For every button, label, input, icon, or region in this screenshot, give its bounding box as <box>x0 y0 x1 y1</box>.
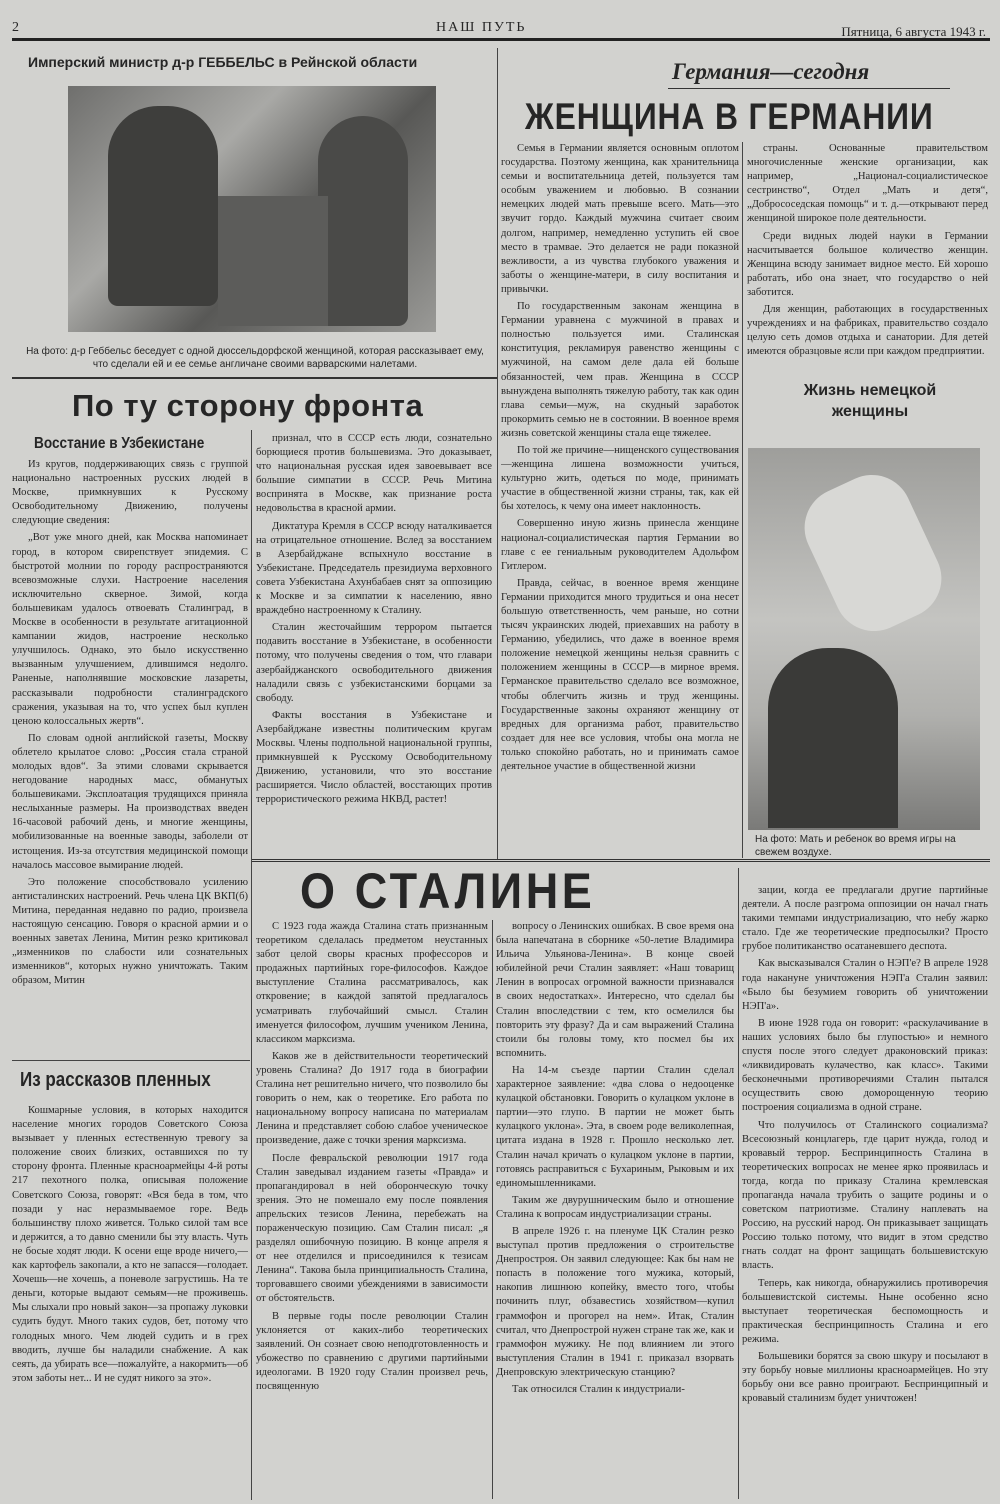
article-paragraph: Сталин жесточайшим террором пытается подавить восстание в Узбекистане, в особенности потому, что получены сведения о том, что главари азербайджанского освободительного движения наладили связь с узбекистанскими борцами за свободу. <box>256 622 492 704</box>
prisoners-headline: Из рассказов пленных <box>20 1069 211 1091</box>
article-paragraph: Так относился Сталин к индустриали- <box>512 1384 685 1395</box>
article-paragraph: Из кругов, поддерживающих связь с группой национально настроенных русских людей в Москве, примкнувших к Русскому Освободительному Движению, получены следующие сведения: <box>12 459 248 527</box>
article-paragraph: Это положение способствовало усилению антисталинских настроений. Речь члена ЦК ВКП(б) Митина, переданная недавно по радио, произвела настоящую сенсацию. Говоря о красной армии и о военных заветах Ленина, Митин резко критиковал „изменников по слабости или сознательных изменников“, которых нужно уничтожать. Таким образом, Митин <box>12 876 248 987</box>
prisoners-column <box>12 1104 248 1499</box>
prisoners-rule <box>12 1060 250 1061</box>
section-title: По ту сторону фронта <box>72 388 424 423</box>
article-paragraph: Что получилось от Сталинского социализма? Всесоюзный концлагерь, где царит нужда, голод и кровавый террор. Беспринципность Сталина в теоретических вопросах не менее ярко проявилась и тогда, когда по приказу Сталина кремлевская пропаганда начала трубить о защите родины и о советском патриотизме. Сталину наплевать на Россию, на русский народ. Он приказывает защищать Россию только потому, что видит в этом средство гнать солдат на фронт защищать большевистскую власть. <box>742 1119 988 1272</box>
women-column-1 <box>501 142 739 858</box>
column-divider <box>497 48 498 860</box>
column-divider <box>251 430 252 1500</box>
article-paragraph: Среди видных людей науки в Германии насчитывается большое количество женщин. Женщина всюду занимает видное место. Ей хорошо работать, ибо она знает, что государство о ней заботится. <box>747 230 988 298</box>
article-paragraph: На 14-м съезде партии Сталин сделал характерное заявление: «два слова о недооценке кулацкой обстановки. Говорить о кулацком уклоне в партии—это глупо. В партии не может быть кулацкого уклона». Эта, в своем роде великолепная, цитата издана в 1928 г. Прошло несколько лет. Сталин начал кричать о кулацком уклоне в партии, готовясь расправиться с Бухариным, Рыковым и их единомышленниками. <box>496 1064 734 1189</box>
article-paragraph: Совершенно иную жизнь принесла женщине национал-социалистическая партия Германии во главе с ее гениальным руководителем Адольфом Гитлером. <box>501 518 739 572</box>
goebbels-caption: На фото: д-р Геббельс беседует с одной дюссельдорфской женщиной, которая рассказывает ему, что сделали ей и ее семье англичане своими варварскими налетами. <box>26 346 484 370</box>
article-paragraph: Правда, сейчас, в военное время женщине Германии приходится много трудиться и она несет большую ответственность, чем раньше, но сотни тысяч украинских людей, приехавших на работу в Германию, убедились, что даже в военное время положение немецкой женщины нельзя сравнить с положением женщины в СССР—в мирное время. Германское правительство сделало все возможное, чтобы облегчить жизнь и труд женщины. Государственные законы охраняют женщину от вредных для организма работ, правительство создает для нее все условия, чтобы она могла не только спокойно работать, но и принимать самое деятельное участие в общественной жизни <box>501 577 739 773</box>
article-paragraph: зации, когда ее предлагали другие партийные деятели. А после разгрома оппозиции он начал гнать такими темпами индустриализацию, что небу жарко стало. Где же теоретические предпосылки? Просто грубое политиканство осатаневшего деспота. <box>742 885 988 953</box>
article-paragraph: Диктатура Кремля в СССР всюду наталкивается на отрицательное отношение. Вслед за восстанием в Азербайджане вспыхнуло восстание в Узбекистане. Председатель президиума верховного совета Узбекистана Ахунбабаев снят за оппозицию к Москве и за симпатии к населению, явно враждебно настроенному к Сталину. <box>256 520 492 617</box>
article-paragraph: В первые годы после революции Сталин уклоняется от каких-либо теоретических заявлений. Он сознает свою неподготовленность и убожество по сравнению с другими партийными идеологами. В 1920 году Сталин произвел речь, посвященную <box>256 1310 488 1392</box>
article-paragraph: Теперь, как никогда, обнаружились противоречия большевистской системы. Ныне особенно ясно выступает теоретическая беспомощность и практическая беспринципность Сталина и его режима. <box>742 1277 988 1345</box>
uprising-column-2 <box>256 432 492 857</box>
article-paragraph: По государственным законам женщина в Германии уравнена с мужчиной в правах и полностью пользуется ими. Сталинская конституция, рекламируя равенство женщины с мужчиной, на самом деле дала ей больше обязанностей, чем прав. Женщина в СССР вынуждена выполнять тяжелую работу, так как один глава семьи—муж, на скудный заработок прокормить семью не в состоянии. В военное время жизнь советской женщины стала еще тяжелее. <box>501 301 739 439</box>
article-paragraph: После февральской революции 1917 года Сталин заведывал изданием газеты «Правда» и пропагандировал в ней оборонческую точку зрения. Это не помешало ему после появления апрельских тезисов Ленина, перебежать на пораженческую позицию. Сам Сталин писал: „я разделял ошибочную позицию. В конце апреля я от нее отделился и присоединился к тезисам Ленина“. Такова была принципиальность Сталина, торговавшего своими убеждениями в зависимости от обстоятельств. <box>256 1152 488 1305</box>
article-paragraph: признал, что в СССР есть люди, сознательно борющиеся против большевизма. Это доказывает, что национальная русская идея завоевывает все большие симпатии в СССР. Речь Митина воспринята в Москве, как признание роста недовольства в красной армии. <box>256 433 492 515</box>
women-kicker: Германия—сегодня <box>672 59 870 84</box>
section-rule <box>12 377 498 379</box>
article-paragraph: вопросу о Ленинских ошибках. В свое время она была напечатана в сборнике «50-летие Владимира Ильича Ульянова-Ленина». В конце своей юбилейной речи Сталин заявляет: «Наш товарищ Ленин в вопросах огромной важности признавался в своих недостатках». Интересно, что сделал бы Сталин впоследствии с тем, кто осмелился бы повторить эту фразу? Да и сам выражений Сталина стоили бы головы тому, кто посмел бы их вспомнить. <box>496 921 734 1059</box>
newspaper-title: НАШ ПУТЬ <box>436 20 527 35</box>
article-paragraph: Таким же двурушническим было и отношение Сталина к вопросам индустриализации страны. <box>496 1194 734 1220</box>
article-paragraph: Как высказывался Сталин о НЭП'е? В апреле 1928 года накануне уничтожения НЭП'а Сталин заявил: «Было бы безумием говорить об уничтожении НЭП'а». <box>742 958 988 1012</box>
article-paragraph: страны. Основанные правительством многочисленные женские организации, как например, „Национал-социалистическое сестринство“, Отдел „Мать и детя“, „Добрососедская помощь“ и т. д.—открывают перед женщиной широкое поле деятельности. <box>747 143 988 225</box>
masthead-rule <box>12 38 990 41</box>
article-paragraph: Для женщин, работающих в государственных учреждениях и на фабриках, правительство создало целую сеть домов отдыха и санатории. Для детей имеются образцовые ясли при каждом предприятии. <box>747 304 988 358</box>
stalin-headline: О СТАЛИНЕ <box>300 863 596 919</box>
column-divider <box>492 920 493 1499</box>
column-divider <box>738 868 739 1499</box>
article-paragraph: В июне 1928 года он говорит: «раскулачивание в наших условиях было бы глупостью» и немного спустя после этого следует драконовский приказ: «ликвидировать кулачество, как класс». Такими бесконечными противоречиями Сталин пытался осуществить свою доморощенную теорию построения социализма в одной стране. <box>742 1017 988 1114</box>
issue-date: Пятница, 6 августа 1943 г. <box>841 24 986 39</box>
goebbels-photo <box>68 86 436 332</box>
article-paragraph: В апреле 1926 г. на пленуме ЦК Сталин резко выступал против предложения о строительстве Днепростроя. Он заявил следующее: Как бы нам не попасть в положение того мужика, который, накопив лишнюю копейку, вместо того, чтобы починить плуг, обзавестись хозяйством—купил граммофон и прогорел на нем». Итак, Сталин считал, что Днепрострой нужен стране так же, как и граммофон мужику. Не под влиянием ли этого выступления Сталин в 1941 г. приказал взорвать Днепровскую электрическую станцию? <box>496 1225 734 1378</box>
article-paragraph: По словам одной английской газеты, Москву облетело крылатое слово: „Россия стала страной молодых вдов“. За этими словами скрывается негодование народных масс, обманутых большевиками. Эксплоатация трудящихся приняла неслыханные размеры. На производствах введен 16-часовой рабочий день, и многие женщины, мобилизованные на военные заводы, заболели от истощения. Из-за отсутствия медицинской помощи началось массовое вымирание людей. <box>12 732 248 871</box>
article-paragraph: Каков же в действительности теоретический уровень Сталина? До 1917 года в биографии Сталина нет решительно ничего, что позволило бы говорить о нем, как о теоретике. Его работа по национальному вопросу написана по материалам Ленина и представляет собою слабое ученическое произведение, даже с точки зрения марксизма. <box>256 1050 488 1147</box>
stalin-rule <box>252 859 990 862</box>
page-number: 2 <box>12 20 19 35</box>
article-paragraph: Кошмарные условия, в которых находится население многих городов Советского Союза вызывает у пленных естественную тревогу за положение своих близких, оставшихся по ту сторону фронта. Пленные красноармейцы 4-й роты 217 пехотного полка, описывая положение Советского Союза, говорят: «Вся беда в том, что позади у нас неразмываемое горе. Ведь большинству плохо живется. Только силой там все и держится, а то давно сменили бы эту власть. Чуть не босые ходят люди. К осени еще вроде ничего,—как картофель закопали, а кто не запасся—голодает. Хочешь—не хочешь, а поневоле загрустишь. На те деньги, которые выдают семьям—не проживешь. Мы слыхали про новый закон—за пропажу луковки судить будут. Много таких судов, бет, потому что голодных много. Чем людей судить и в грех вводить, лучше бы наладили снабжение. А как сеять, да убирать все—пожалуйте, а накормить—об этом заботы нет... И не судят никого за это». <box>12 1105 248 1384</box>
stalin-column-3 <box>742 884 988 1499</box>
stalin-column-2 <box>496 920 734 1499</box>
article-paragraph: Семья в Германии является основным оплотом государства. Поэтому женщина, как хранительница семьи и воспитательница детей, пользуется там особым уважением и любовью. В сознании немецких людей мать превыше всего. Мать—это звучит гордо. Каждый мужчина считает своим долгом, например, немедленно уступить ей свое место в трамвае. Это делается не ради показной вежливости, а из чувства глубокого уважения и заботы о женщине-матери, в силу воспитания и привычки. <box>501 143 739 295</box>
mother-child-photo <box>748 448 980 830</box>
mother-child-caption: На фото: Мать и ребенок во время игры на свежем воздухе. <box>755 834 956 858</box>
article-paragraph: „Вот уже много дней, как Москва напоминает город, в котором свирепствует эпидемия. С быстротой молнии по городу распространяются всевозможные слухи. Настроение населения исключительно скверное. Зимой, когда большевикам удалось отвоевать Сталинград, в Москве в особенности в результате агитационной кампании жидов, настроение несколько улучшилось. Однако, это было искусственно вызванным улучшением, длившимся недолго. Раненые, наполнявшие московские лазареты, рассказывали подробности сталинградского сражения, указывая на то, что успех был куплен ценою колоссальных жертв“. <box>12 532 248 727</box>
life-headline: Жизнь немецкой женщины <box>803 382 937 420</box>
women-headline: ЖЕНЩИНА В ГЕРМАНИИ <box>525 96 934 137</box>
women-column-2 <box>747 142 988 372</box>
article-paragraph: Большевики борятся за свою шкуру и посылают в эту борьбу новые миллионы красноармейцев. Но эту борьбу они все равно проиграют. Беспринципный и кровавый сталинизм будет уничтожен! <box>742 1351 988 1405</box>
stalin-column-1 <box>256 920 488 1499</box>
article-paragraph: С 1923 года жажда Сталина стать признанным теоретиком сделалась предметом неустанных забот целой своры красных профессоров и продажных партийных горе-философов. Каждое выступление Сталина рассматривалось, как откровение; в каждой запятой предлагалось усматривать глубочайший смысл. Сталин именуется философом, лучшим учеником Ленина, классиком марксизма. <box>256 921 488 1045</box>
uprising-headline: Восстание в Узбекистане <box>34 435 205 452</box>
goebbels-headline: Имперский министр д-р ГЕББЕЛЬС в Рейнской области <box>28 54 418 70</box>
column-divider <box>742 142 743 858</box>
article-paragraph: По той же причине—нищенского существования—женщина лишена возможности учиться, культурно жить, одеться по моде, принимать участие в общественной жизни страны, так, как ей бы хотелось, к чему она имеет наклонность. <box>501 444 739 513</box>
kicker-underline <box>668 88 950 89</box>
uprising-column-1 <box>12 458 248 1058</box>
article-paragraph: Факты восстания в Узбекистане и Азербайджане известны политическим кругам Москвы. Члены подпольной национальной группы, примкнувшей к Русскому Освободительному Движению, установили, что это восстание расширяется. Число областей, восстающих против террористического режима НКВД, растет! <box>256 709 492 806</box>
